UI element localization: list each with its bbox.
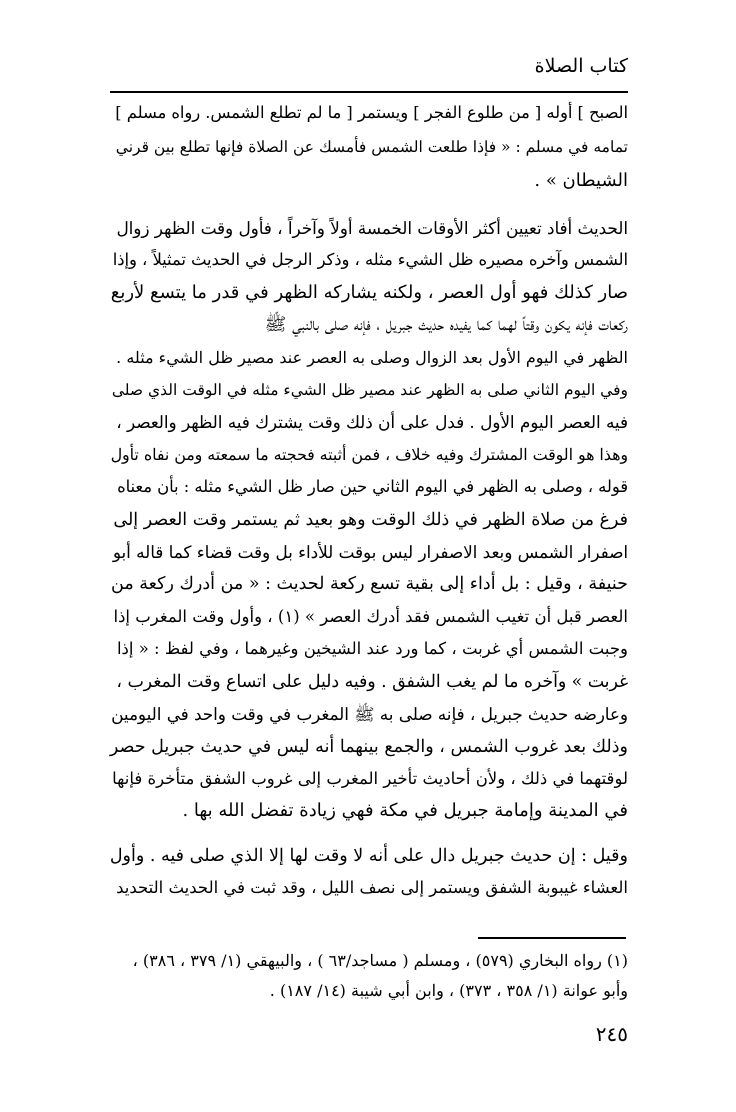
text-line: وقيل : إن حديث جبريل دال على أنه لا وقت لها إلا الذي صلى فيه . وأول	[109, 845, 628, 866]
paragraph-3	[110, 840, 628, 904]
text-line: لوقتهما في ذلك ، ولأن أحاديث تأخير المغرب إلى غروب الشفق متأخرة فإنها	[112, 768, 628, 788]
running-header: كتاب الصلاة	[534, 55, 628, 77]
footnotes	[110, 946, 628, 1006]
header-rule	[110, 91, 628, 93]
text-line: ركعات فإنه يكون وقتاً لهما كما يفيده حديث جبريل ، فإنه صلى بالنبي ﷺ	[264, 314, 628, 336]
text-line: وهذا هو الوقت المشترك وفيه خلاف ، فمن أثبته فحجته ما سمعته ومن نفاه تأول	[110, 444, 628, 464]
text-line: فيه العصر اليوم الأول . فدل على أن ذلك وقت يشترك فيه الظهر والعصر ،	[116, 412, 628, 433]
footnote-line: (١) رواه البخاري (٥٧٩) ، ومسلم ( مساجد/٦٣ ) ، والبيهقي (١/ ٣٧٩ ، ٣٨٦) ،	[132, 951, 628, 970]
text-line: وفي اليوم الثاني صلى به الظهر عند مصير ظل الشيء مثله في الوقت الذي صلى	[111, 381, 628, 400]
footnote-line: وأبو عوانة (١/ ٣٥٨ ، ٣٧٣) ، وابن أبي شيبة (١٤/ ١٨٧) .	[269, 981, 628, 1000]
text-line: صار كذلك فهو أول العصر ، ولكنه يشاركه الظهر في قدر ما يتسع لأربع	[110, 281, 628, 303]
text-line: وذلك بعد غروب الشمس ، والجمع بينهما أنه ليس في حديث جبريل حصر	[109, 736, 628, 757]
text-line: قوله ، وصلى به الظهر في اليوم الثاني حين صار ظل الشيء مثله : بأن معناه	[117, 477, 628, 497]
text-line: العشاء غيبوبة الشفق ويستمر إلى نصف الليل ، وقد ثبت في الحديث التحديد	[116, 877, 628, 897]
footnote-rule	[478, 937, 626, 939]
text-line: اصفرار الشمس وبعد الاصفرار ليس بوقت للأداء بل وقت قضاء كما قاله أبو	[112, 542, 628, 563]
text-line: غربت » وآخره ما لم يغب الشفق . وفيه دليل على اتساع وقت المغرب ،	[116, 671, 628, 692]
text-line: الصبح ] أوله [ من طلوع الفجر ] ويستمر [ ما لم تطلع الشمس. رواه مسلم ]	[115, 103, 628, 122]
text-line: في المدينة وإمامة جبريل في مكة فهي زيادة تفضل الله بها .	[182, 800, 628, 822]
text-line: الشمس وآخره مصيره ظل الشيء مثله ، وذكر الرجل في الحديث تمثيلاً ، وإذا	[112, 250, 628, 270]
text-line: حنيفة ، وقيل : بل أداء إلى بقية تسع ركعة لحديث : « من أدرك ركعة من	[111, 574, 628, 595]
paragraph-2	[110, 212, 628, 828]
text-line: فرغ من صلاة الظهر في ذلك الوقت وهو بعيد ثم يستمر وقت العصر إلى	[113, 509, 628, 530]
text-line: الشيطان » .	[534, 170, 628, 191]
paragraph-1	[110, 96, 628, 198]
text-line: وجبت الشمس أي غربت ، كما ورد عند الشيخين وغيرهما ، وفي لفظ : « إذا	[116, 639, 628, 659]
text-line: الظهر في اليوم الأول بعد الزوال وصلى به العصر عند مصير ظل الشيء مثله .	[116, 347, 628, 367]
page-number: ٢٤٥	[595, 1022, 628, 1046]
main-text	[110, 96, 628, 904]
text-line: تمامه في مسلم : « فإذا طلعت الشمس فأمسك عن الصلاة فإنها تطلع بين قرني	[115, 138, 628, 156]
text-line: الحديث أفاد تعيين أكثر الأوقات الخمسة أولاً وآخراً ، فأول وقت الظهر زوال	[116, 218, 628, 238]
text-line: العصر قبل أن تغيب الشمس فقد أدرك العصر » (١) ، وأول وقت المغرب إذا	[113, 606, 628, 626]
text-line: وعارضه حديث جبريل ، فإنه صلى به ﷺ المغرب في وقت واحد في اليومين	[111, 704, 628, 725]
